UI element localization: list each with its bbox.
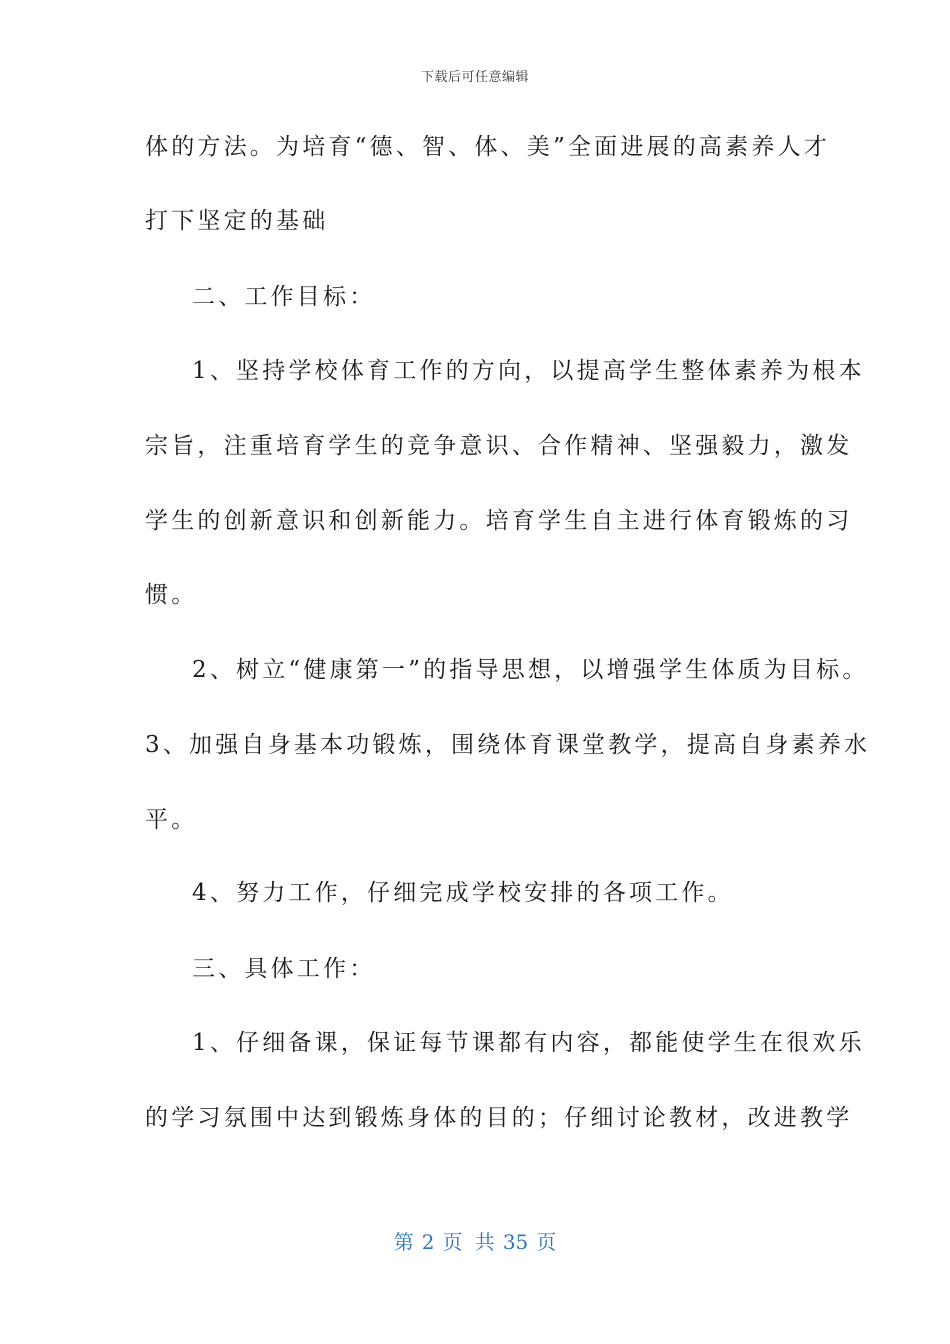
footer-page-number: 2 xyxy=(421,1230,435,1254)
footer-total-pages: 35 xyxy=(502,1230,529,1254)
body-line-10: 平。 xyxy=(145,807,198,833)
body-line-13: 1、仔细备课，保证每节课都有内容，都能使学生在很欢乐 xyxy=(192,1030,865,1056)
body-line-8: 2、树立“健康第一”的指导思想，以增强学生体质为目标。 xyxy=(192,657,869,683)
body-line-14: 的学习氛围中达到锻炼身体的目的；仔细讨论教材，改进教学 xyxy=(145,1105,853,1131)
body-line-6: 学生的创新意识和创新能力。培育学生自主进行体育锻炼的习 xyxy=(145,508,853,534)
body-line-5: 宗旨，注重培育学生的竞争意识、合作精神、坚强毅力，激发 xyxy=(145,433,853,459)
body-line-11: 4、努力工作，仔细完成学校安排的各项工作。 xyxy=(192,880,734,906)
page-footer xyxy=(0,1226,950,1255)
section-heading-goals: 二、工作目标： xyxy=(192,284,376,310)
body-line-4: 1、坚持学校体育工作的方向，以提高学生整体素养为根本 xyxy=(192,358,865,384)
body-line-9: 3、加强自身基本功锻炼，围绕体育课堂教学，提高自身素养水 xyxy=(145,732,871,758)
footer-middle: 页 共 xyxy=(442,1230,495,1254)
section-heading-tasks: 三、具体工作： xyxy=(192,956,376,982)
footer-suffix: 页 xyxy=(536,1230,557,1254)
body-line-7: 惯。 xyxy=(145,582,198,608)
footer-prefix: 第 xyxy=(393,1230,414,1254)
page-header: 下载后可任意编辑 xyxy=(420,70,529,85)
body-line-1: 体的方法。为培育“德、智、体、美”全面进展的高素养人才 xyxy=(145,134,830,160)
body-line-2: 打下坚定的基础 xyxy=(145,208,329,234)
